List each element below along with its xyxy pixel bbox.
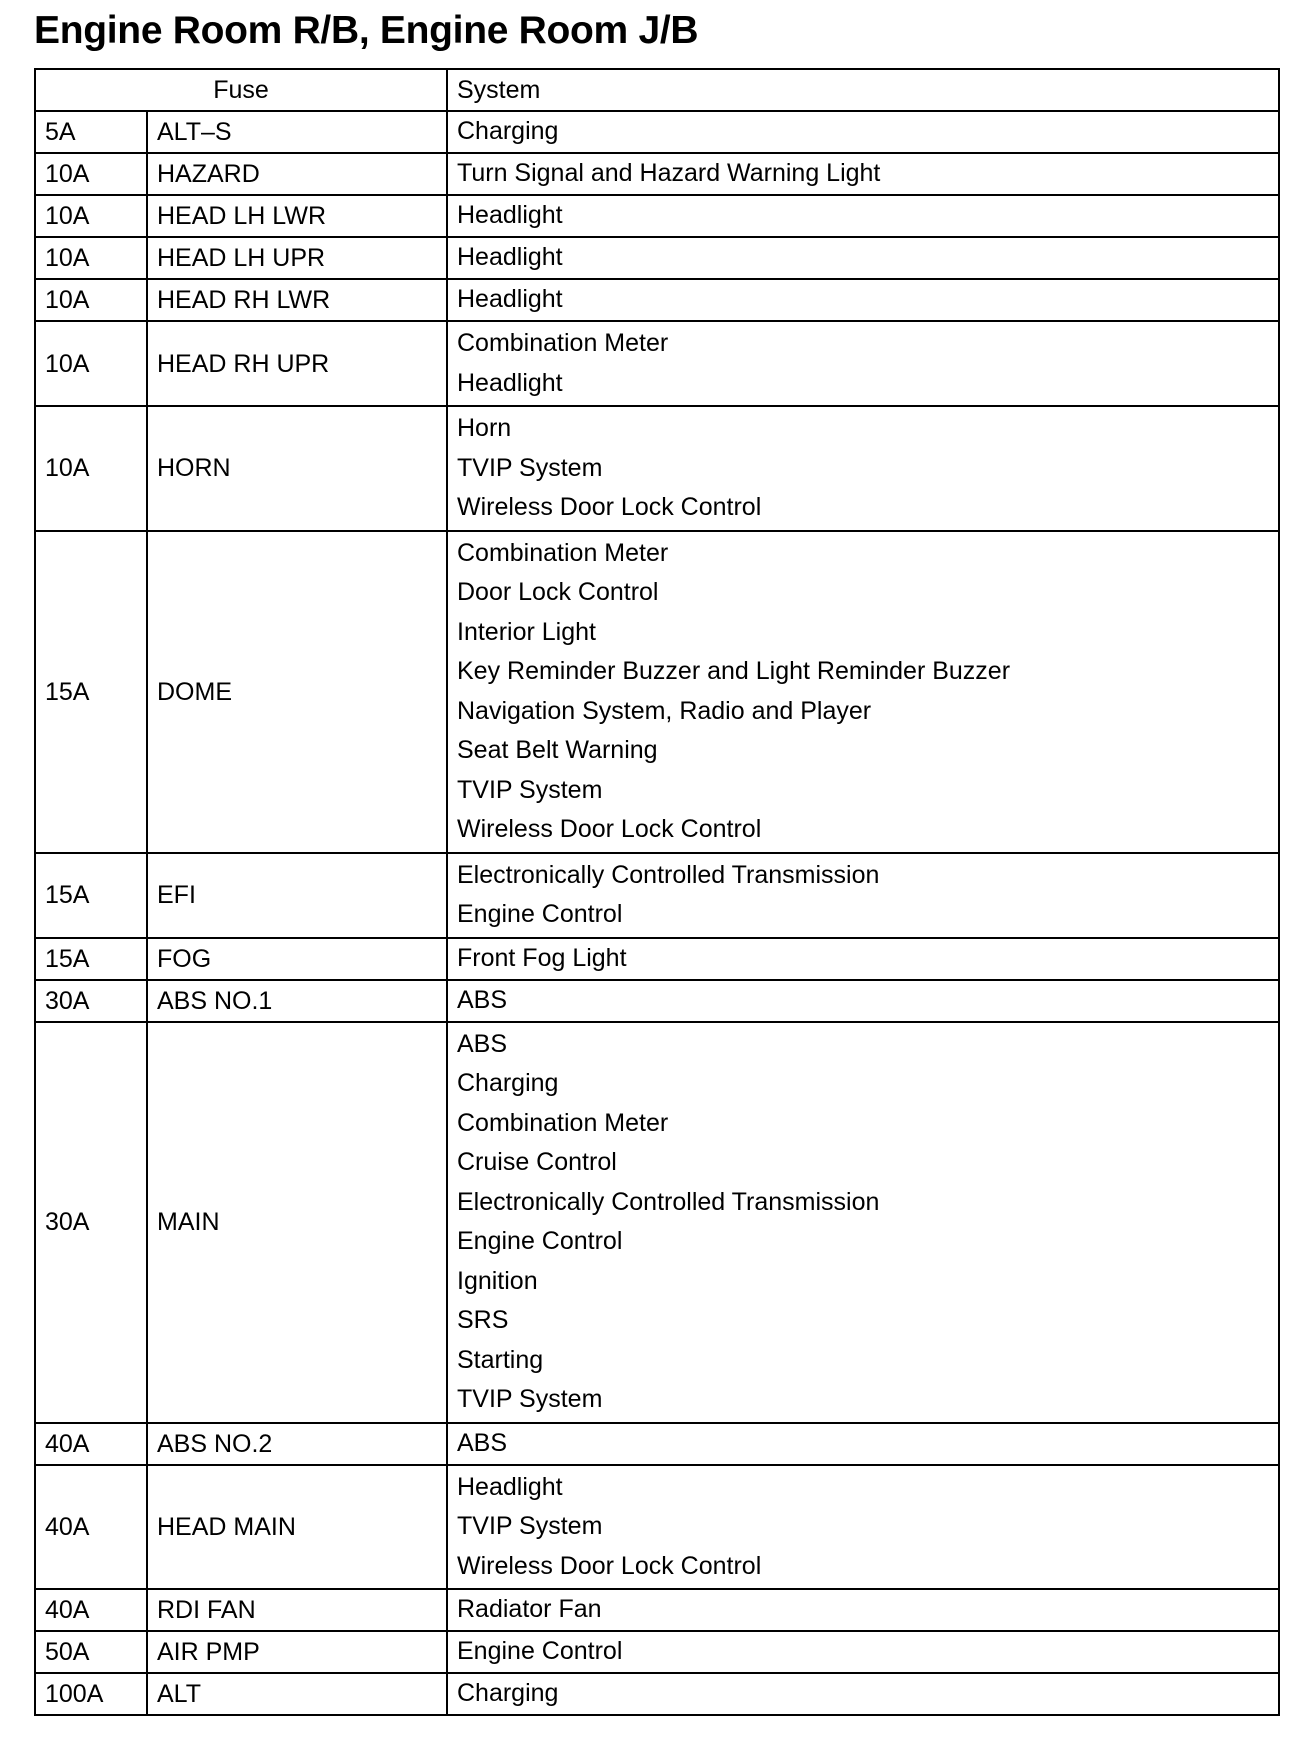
fuse-name: ABS NO.2 xyxy=(147,1423,447,1465)
fuse-name: RDI FAN xyxy=(147,1589,447,1631)
system-entry: Combination Meter xyxy=(457,1108,669,1137)
system-entry: SRS xyxy=(457,1306,509,1334)
fuse-name: HAZARD xyxy=(147,153,447,195)
system-entry: ABS xyxy=(457,1029,508,1058)
system-list xyxy=(447,1673,1279,1715)
system-list xyxy=(447,938,1279,980)
table-row xyxy=(35,237,1279,279)
system-list xyxy=(447,1022,1279,1423)
system-list xyxy=(447,195,1279,237)
fuse-amperage: 30A xyxy=(35,1022,147,1423)
table-row xyxy=(35,406,1279,531)
fuse-name: MAIN xyxy=(147,1022,447,1423)
fuse-name: FOG xyxy=(147,938,447,980)
system-entry: Cruise Control xyxy=(457,1148,617,1176)
fuse-name: HEAD MAIN xyxy=(147,1465,447,1590)
system-entry: Navigation System, Radio and Player xyxy=(457,696,872,725)
system-list xyxy=(447,1465,1279,1590)
table-row xyxy=(35,279,1279,321)
fuse-name: HORN xyxy=(147,406,447,531)
fuse-name: HEAD LH LWR xyxy=(147,195,447,237)
table-row xyxy=(35,531,1279,853)
system-list xyxy=(447,237,1279,279)
system-list xyxy=(447,1589,1279,1631)
fuse-name: ABS NO.1 xyxy=(147,980,447,1022)
table-row xyxy=(35,938,1279,980)
system-entry: Combination Meter xyxy=(457,329,669,357)
system-entry: Charging xyxy=(457,1679,559,1708)
fuse-amperage: 100A xyxy=(35,1673,147,1715)
system-entry: Charging xyxy=(457,117,559,146)
system-entry: Electronically Controlled Transmission xyxy=(457,860,880,889)
system-list xyxy=(447,980,1279,1022)
fuse-amperage: 30A xyxy=(35,980,147,1022)
fuse-column-header: Fuse xyxy=(35,69,447,111)
system-entry: Door Lock Control xyxy=(457,578,659,606)
system-entry: Seat Belt Warning xyxy=(457,736,658,764)
system-entry: Headlight xyxy=(457,201,563,230)
table-row xyxy=(35,195,1279,237)
system-list xyxy=(447,279,1279,321)
table-row xyxy=(35,853,1279,938)
fuse-amperage: 40A xyxy=(35,1465,147,1590)
system-entry: Wireless Door Lock Control xyxy=(457,1551,762,1580)
system-entry: TVIP System xyxy=(457,1512,603,1540)
fuse-amperage: 50A xyxy=(35,1631,147,1673)
fuse-name: HEAD RH LWR xyxy=(147,279,447,321)
table-row xyxy=(35,111,1279,153)
fuse-name: ALT xyxy=(147,1673,447,1715)
system-entry: ABS xyxy=(457,1428,508,1457)
system-list xyxy=(447,1631,1279,1673)
table-row xyxy=(35,1465,1279,1590)
fuse-amperage: 5A xyxy=(35,111,147,153)
system-entry: TVIP System xyxy=(457,775,603,804)
system-entry: Headlight xyxy=(457,1472,563,1501)
system-entry: TVIP System xyxy=(457,1385,603,1413)
system-entry: Engine Control xyxy=(457,1227,623,1255)
table-row xyxy=(35,980,1279,1022)
system-entry: Headlight xyxy=(457,285,563,314)
fuse-rows xyxy=(35,111,1279,1715)
system-list xyxy=(447,321,1279,406)
system-entry: Engine Control xyxy=(457,900,623,928)
system-entry: Radiator Fan xyxy=(457,1595,602,1624)
system-list xyxy=(447,531,1279,853)
system-entry: Combination Meter xyxy=(457,538,669,567)
system-entry: Headlight xyxy=(457,243,563,272)
system-entry: Starting xyxy=(457,1345,544,1374)
system-column-header: System xyxy=(447,69,1279,111)
fuse-name: EFI xyxy=(147,853,447,938)
system-entry: Headlight xyxy=(457,368,563,397)
system-list xyxy=(447,153,1279,195)
fuse-amperage: 10A xyxy=(35,279,147,321)
system-entry: Wireless Door Lock Control xyxy=(457,493,762,521)
table-row xyxy=(35,1022,1279,1423)
table-row xyxy=(35,1589,1279,1631)
system-entry: Key Reminder Buzzer and Light Reminder Buzzer xyxy=(457,657,1011,685)
system-entry: TVIP System xyxy=(457,453,603,482)
fuse-amperage: 15A xyxy=(35,938,147,980)
system-entry: Interior Light xyxy=(457,617,596,646)
table-row xyxy=(35,1673,1279,1715)
system-list xyxy=(447,111,1279,153)
table-row xyxy=(35,1631,1279,1673)
fuse-amperage: 10A xyxy=(35,237,147,279)
system-entry: Turn Signal and Hazard Warning Light xyxy=(457,159,881,188)
table-header-row xyxy=(35,69,1279,111)
fuse-amperage: 10A xyxy=(35,406,147,531)
fuse-amperage: 15A xyxy=(35,853,147,938)
fuse-amperage: 10A xyxy=(35,153,147,195)
system-entry: Electronically Controlled Transmission xyxy=(457,1187,880,1216)
system-entry: Ignition xyxy=(457,1266,538,1295)
system-entry: Front Fog Light xyxy=(457,943,627,972)
system-entry: Charging xyxy=(457,1069,559,1097)
fuse-name: HEAD RH UPR xyxy=(147,321,447,406)
system-list xyxy=(447,1423,1279,1465)
system-list xyxy=(447,853,1279,938)
fuse-amperage: 15A xyxy=(35,531,147,853)
table-row xyxy=(35,1423,1279,1465)
page-title: Engine Room R/B, Engine Room J/B xyxy=(34,9,699,52)
fuse-amperage: 10A xyxy=(35,195,147,237)
system-entry: Engine Control xyxy=(457,1637,623,1666)
table-row xyxy=(35,321,1279,406)
fuse-amperage: 40A xyxy=(35,1589,147,1631)
system-entry: ABS xyxy=(457,985,508,1014)
fuse-name: DOME xyxy=(147,531,447,853)
fuse-table xyxy=(34,68,1280,1716)
system-entry: Wireless Door Lock Control xyxy=(457,815,762,843)
table-row xyxy=(35,153,1279,195)
fuse-name: AIR PMP xyxy=(147,1631,447,1673)
fuse-amperage: 40A xyxy=(35,1423,147,1465)
system-entry: Horn xyxy=(457,414,512,442)
fuse-amperage: 10A xyxy=(35,321,147,406)
fuse-name: ALT–S xyxy=(147,111,447,153)
system-list xyxy=(447,406,1279,531)
fuse-name: HEAD LH UPR xyxy=(147,237,447,279)
